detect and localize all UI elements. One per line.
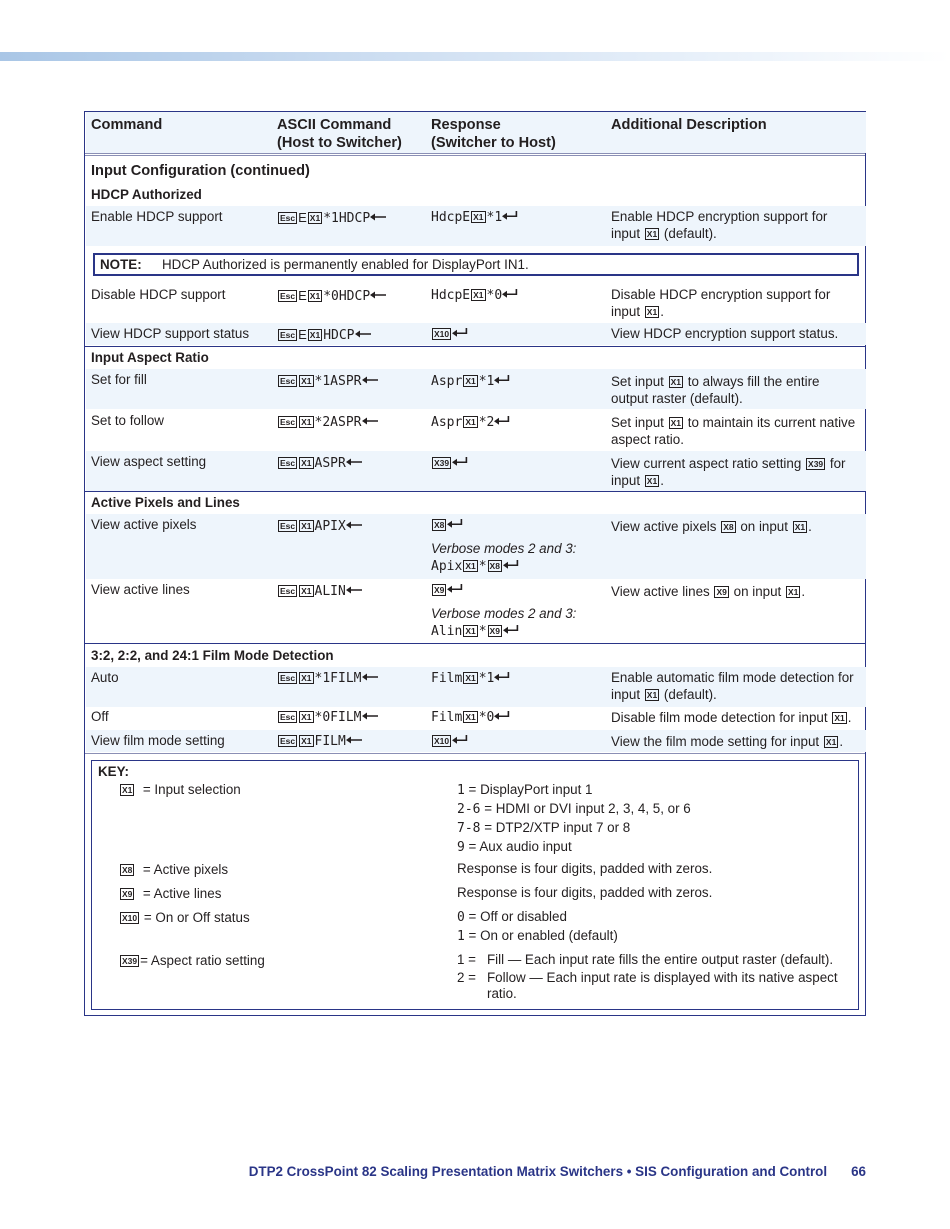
key-label-text: = Input selection	[142, 782, 241, 797]
col-header-command: Command	[91, 117, 163, 133]
x8-key: X8	[489, 561, 500, 571]
section-divider	[85, 491, 865, 492]
header-divider	[85, 153, 865, 156]
key-code: 9	[457, 840, 465, 855]
resp-head: Apix	[431, 559, 463, 574]
row-set-fill-response	[431, 374, 510, 390]
key-text: Follow — Each input rate is displayed with its native aspect	[487, 969, 838, 985]
desc-line	[611, 374, 863, 391]
row-view-hdcp-description: View HDCP encryption support status.	[611, 326, 839, 341]
row-view-lines-command: View active lines	[91, 582, 190, 597]
esc-key: Esc	[280, 458, 296, 468]
x1-key: X1	[465, 673, 476, 683]
row-set-fill-ascii	[277, 374, 378, 390]
desc-text: input	[611, 686, 641, 702]
desc-line: Disable HDCP encryption support for	[611, 287, 831, 302]
row-enable-hdcp-description	[611, 209, 863, 242]
row-film-view-command: View film mode setting	[91, 733, 225, 748]
desc-text: .	[660, 472, 664, 488]
desc-line	[611, 687, 865, 704]
col-header-ascii-line2: (Host to Switcher)	[277, 135, 402, 151]
x1-key: X1	[834, 713, 845, 723]
section-title-film: 3:2, 2:2, and 24:1 Film Mode Detection	[91, 648, 334, 663]
x1-key: X1	[825, 737, 837, 747]
resp-head: Alin	[431, 624, 463, 639]
section-divider	[85, 643, 865, 644]
desc-text: (default).	[663, 686, 717, 702]
desc-text: .	[847, 710, 852, 725]
desc-text: Set input	[611, 415, 664, 430]
col-header-ascii-line1: ASCII Command	[277, 117, 392, 133]
x10-key: X10	[434, 329, 450, 339]
desc-text: on input	[740, 519, 788, 534]
row-view-aspect-response	[431, 456, 468, 472]
row-view-hdcp-ascii	[277, 327, 371, 344]
return-arrow-icon	[503, 625, 519, 635]
row-film-auto-response	[431, 671, 510, 687]
x1-key: X1	[309, 291, 321, 301]
key-value-line	[457, 820, 852, 837]
cmd-tail: FILM	[314, 734, 346, 749]
cmd-tail: *1FILM	[314, 671, 362, 686]
row-enable-hdcp-response	[431, 210, 518, 226]
key-x10-values	[457, 909, 618, 945]
desc-text: input	[611, 472, 641, 488]
key-x39-values	[457, 952, 852, 1003]
key-value-line	[457, 801, 852, 818]
row-enable-hdcp-ascii	[277, 210, 386, 227]
esc-key: Esc	[280, 736, 296, 746]
desc-line	[611, 304, 863, 321]
x1-key: X1	[646, 228, 658, 239]
row-view-lines-verbose-label: Verbose modes 2 and 3:	[431, 606, 577, 621]
x1-key: X1	[301, 376, 312, 386]
key-label-text: = Active lines	[142, 886, 222, 901]
cmd-tail: *0FILM	[314, 710, 362, 725]
desc-line	[611, 456, 863, 473]
row-disable-hdcp-response	[431, 288, 518, 304]
return-arrow-icon	[447, 519, 463, 529]
return-arrow-icon	[452, 328, 468, 338]
key-text: = Aux audio input	[464, 839, 572, 854]
desc-line	[611, 226, 863, 243]
x1-key: X1	[646, 306, 658, 317]
desc-line	[611, 415, 863, 432]
key-x39-label	[119, 953, 265, 970]
desc-text: on input	[733, 584, 782, 599]
key-value-line	[457, 952, 852, 969]
row-film-view-ascii	[277, 734, 362, 750]
left-arrow-icon	[362, 711, 378, 721]
cmd-tail: ASPR	[314, 456, 346, 471]
x1-key: X1	[309, 213, 321, 223]
x1-key: X1	[670, 418, 681, 428]
command-table	[84, 111, 866, 1016]
esc-key: Esc	[280, 417, 296, 427]
key-x9-value: Response is four digits, padded with zeros.	[457, 885, 713, 900]
x9-key: X9	[122, 889, 133, 899]
x1-key: X1	[794, 522, 806, 532]
return-arrow-icon	[494, 416, 510, 426]
resp-head: Film	[431, 710, 463, 725]
x1-key: X1	[473, 212, 484, 222]
desc-text: to always fill the entire	[687, 374, 820, 389]
desc-text: Disable film mode detection for input	[611, 710, 828, 725]
x1-key: X1	[301, 673, 312, 683]
resp-tail: *0	[478, 710, 495, 725]
desc-text: for	[829, 456, 846, 471]
left-arrow-icon	[346, 520, 362, 530]
key-num: 1 =	[457, 952, 476, 967]
resp-tail: *1	[478, 671, 495, 686]
left-arrow-icon	[362, 416, 378, 426]
key-x10-label	[119, 910, 250, 927]
cmd-tail: *1HDCP	[323, 211, 371, 226]
left-arrow-icon	[370, 290, 386, 300]
row-film-auto-ascii	[277, 671, 378, 687]
left-arrow-icon	[346, 457, 362, 467]
desc-line: aspect ratio.	[611, 431, 684, 447]
col-header-description: Additional Description	[611, 117, 767, 133]
key-code: 1	[457, 783, 465, 798]
esc-key: Esc	[280, 291, 296, 301]
key-label-text: = Aspect ratio setting	[140, 953, 265, 968]
x8-key: X8	[723, 522, 734, 532]
x1-key: X1	[465, 561, 476, 571]
esc-key: Esc	[280, 521, 296, 531]
x39-key: X39	[434, 458, 450, 468]
resp-head: Film	[431, 671, 463, 686]
desc-text: .	[808, 519, 812, 534]
row-view-hdcp-command: View HDCP support status	[91, 326, 250, 341]
section-title-hdcp: HDCP Authorized	[91, 187, 202, 202]
row-set-fill-command: Set for fill	[91, 372, 147, 387]
x10-key: X10	[434, 736, 450, 746]
esc-key: Esc	[280, 673, 296, 683]
row-view-pixels-response	[431, 518, 463, 534]
desc-text: .	[839, 734, 844, 749]
desc-text: .	[801, 584, 806, 599]
desc-text: .	[660, 303, 664, 319]
row-view-lines-description	[611, 584, 805, 601]
desc-text: input	[611, 303, 641, 319]
x1-key: X1	[465, 712, 476, 722]
return-arrow-icon	[452, 735, 468, 745]
note-text: HDCP Authorized is permanently enabled for DisplayPort IN1.	[162, 257, 529, 272]
esc-key: Esc	[280, 586, 296, 596]
x1-key: X1	[301, 521, 312, 531]
col-header-ascii	[277, 116, 402, 152]
x1-key: X1	[465, 626, 476, 636]
note-box	[93, 253, 859, 276]
esc-key: Esc	[280, 330, 296, 340]
page-footer	[0, 1164, 866, 1179]
x1-key: X1	[473, 290, 484, 300]
key-legend-box	[91, 760, 859, 1010]
resp-head: Aspr	[431, 374, 463, 389]
key-x8-label	[119, 862, 228, 879]
row-film-auto-command: Auto	[91, 670, 119, 685]
key-value-line	[457, 970, 852, 1003]
section-divider	[85, 346, 865, 347]
desc-text: View the film mode setting for input	[611, 734, 820, 749]
cmd-tail: *2ASPR	[314, 415, 362, 430]
esc-key: Esc	[280, 376, 296, 386]
x9-key: X9	[716, 587, 727, 597]
row-view-hdcp-response	[431, 327, 468, 343]
x1-key: X1	[301, 417, 312, 427]
resp-mid: *	[478, 559, 487, 574]
x1-key: X1	[301, 736, 312, 746]
return-arrow-icon	[494, 375, 510, 385]
cmd-tail: APIX	[314, 519, 346, 534]
x1-key: X1	[309, 330, 321, 340]
row-set-follow-description	[611, 415, 863, 448]
cmd-tail: ALIN	[314, 584, 346, 599]
key-code: 0	[457, 910, 465, 925]
key-code: 1	[457, 929, 465, 944]
row-view-lines-ascii	[277, 584, 362, 600]
key-text: = HDMI or DVI input 2, 3, 4, 5, or 6	[480, 801, 691, 816]
row-view-lines-verbose-response	[431, 624, 519, 640]
esc-key: Esc	[280, 712, 296, 722]
row-set-fill-description	[611, 374, 863, 407]
row-view-aspect-description	[611, 456, 863, 489]
key-value-line	[457, 782, 852, 799]
return-arrow-icon	[502, 211, 518, 221]
row-set-follow-command: Set to follow	[91, 413, 164, 428]
desc-line: output raster (default).	[611, 390, 743, 406]
key-text: ratio.	[487, 986, 517, 1001]
x1-key: X1	[465, 417, 476, 427]
resp-head: HdcpE	[431, 288, 471, 303]
resp-tail: *0	[486, 288, 503, 303]
x1-key: X1	[122, 785, 133, 795]
x8-key: X8	[122, 865, 133, 875]
return-arrow-icon	[452, 457, 468, 467]
row-set-follow-ascii	[277, 415, 378, 431]
desc-line: Enable automatic film mode detection for	[611, 670, 854, 685]
cmd-e: E	[298, 288, 307, 303]
row-view-pixels-description	[611, 519, 812, 536]
key-text: = On or enabled (default)	[464, 928, 618, 943]
col-header-response-line2: (Switcher to Host)	[431, 135, 556, 151]
cmd-tail: *0HDCP	[323, 289, 371, 304]
section-title-aspect: Input Aspect Ratio	[91, 350, 209, 365]
x1-key: X1	[788, 587, 799, 597]
row-view-aspect-command: View aspect setting	[91, 454, 207, 469]
x9-key: X9	[434, 585, 445, 595]
row-film-off-response	[431, 710, 510, 726]
key-num: 2 =	[457, 969, 476, 985]
x1-key: X1	[465, 376, 476, 386]
key-label-text: = On or Off status	[143, 910, 250, 925]
resp-tail: *1	[486, 210, 503, 225]
row-disable-hdcp-command: Disable HDCP support	[91, 287, 226, 302]
key-code: 7-8	[457, 821, 481, 836]
resp-mid: *	[478, 624, 487, 639]
return-arrow-icon	[447, 584, 463, 594]
row-film-auto-description	[611, 670, 865, 703]
x9-key: X9	[489, 626, 500, 636]
col-header-response	[431, 116, 556, 152]
key-title: KEY:	[98, 764, 129, 779]
footer-title: DTP2 CrossPoint 82 Scaling Presentation Matrix Switchers • SIS Configuration and Control	[248, 1164, 828, 1179]
row-film-view-response	[431, 734, 468, 750]
desc-text: View active lines	[611, 584, 710, 599]
return-arrow-icon	[502, 289, 518, 299]
cmd-tail: *1ASPR	[314, 374, 362, 389]
return-arrow-icon	[503, 560, 519, 570]
key-x8-value: Response is four digits, padded with zeros.	[457, 861, 713, 876]
key-value-line	[457, 909, 618, 926]
x1-key: X1	[646, 475, 658, 486]
resp-tail: *1	[478, 374, 495, 389]
key-text: = DTP2/XTP input 7 or 8	[480, 820, 631, 835]
row-set-follow-response	[431, 415, 510, 431]
key-x1-label	[119, 782, 241, 799]
key-value-line	[457, 928, 618, 945]
left-arrow-icon	[346, 735, 362, 745]
resp-head: Aspr	[431, 415, 463, 430]
row-film-off-command: Off	[91, 709, 109, 724]
row-view-pixels-ascii	[277, 519, 362, 535]
return-arrow-icon	[494, 711, 510, 721]
left-arrow-icon	[346, 585, 362, 595]
row-film-off-description	[611, 710, 851, 727]
row-view-aspect-ascii	[277, 456, 362, 472]
x10-key: X10	[122, 913, 138, 923]
key-label-text: = Active pixels	[142, 862, 229, 877]
row-view-pixels-verbose-label: Verbose modes 2 and 3:	[431, 541, 577, 556]
col-header-response-line1: Response	[431, 117, 501, 133]
left-arrow-icon	[370, 212, 386, 222]
key-x9-label	[119, 886, 221, 903]
x8-key: X8	[434, 520, 445, 530]
desc-text: Set input	[611, 374, 664, 389]
cmd-e: E	[298, 210, 307, 225]
cmd-tail: HDCP	[323, 328, 355, 343]
header-gradient-bar	[0, 52, 950, 61]
desc-line: Enable HDCP encryption support for	[611, 209, 828, 224]
desc-text: View current aspect ratio setting	[611, 456, 802, 471]
desc-text: View active pixels	[611, 519, 717, 534]
section-title-input-config: Input Configuration (continued)	[91, 163, 310, 179]
return-arrow-icon	[494, 672, 510, 682]
x1-key: X1	[670, 377, 681, 387]
desc-text: (default).	[663, 225, 717, 241]
section-divider	[85, 753, 865, 754]
left-arrow-icon	[355, 329, 371, 339]
page-number: 66	[851, 1164, 866, 1179]
esc-key: Esc	[280, 213, 296, 223]
left-arrow-icon	[362, 672, 378, 682]
key-text: Fill — Each input rate fills the entire output raster (default).	[487, 952, 834, 967]
x39-key: X39	[122, 956, 138, 966]
key-text: = DisplayPort input 1	[464, 782, 593, 797]
row-disable-hdcp-ascii	[277, 288, 386, 305]
resp-head: HdcpE	[431, 210, 471, 225]
row-disable-hdcp-description	[611, 287, 863, 320]
resp-tail: *2	[478, 415, 495, 430]
desc-text: input	[611, 225, 641, 241]
row-view-pixels-command: View active pixels	[91, 517, 197, 532]
note-label: NOTE:	[100, 257, 142, 272]
left-arrow-icon	[362, 375, 378, 385]
key-value-line	[457, 839, 852, 856]
x1-key: X1	[301, 586, 312, 596]
cmd-e: E	[298, 327, 307, 342]
key-code: 2-6	[457, 802, 481, 817]
row-view-lines-response	[431, 583, 463, 599]
x1-key: X1	[646, 689, 658, 700]
x39-key: X39	[808, 459, 824, 469]
key-x1-values	[457, 782, 852, 856]
desc-line	[611, 473, 863, 490]
row-film-view-description	[611, 734, 843, 751]
x1-key: X1	[301, 712, 312, 722]
row-enable-hdcp-command: Enable HDCP support	[91, 209, 223, 224]
x1-key: X1	[301, 458, 312, 468]
desc-text: to maintain its current native	[687, 415, 856, 430]
row-film-off-ascii	[277, 710, 378, 726]
section-title-pixels: Active Pixels and Lines	[91, 495, 240, 510]
key-text: = Off or disabled	[464, 909, 567, 924]
row-view-pixels-verbose-response	[431, 559, 519, 575]
